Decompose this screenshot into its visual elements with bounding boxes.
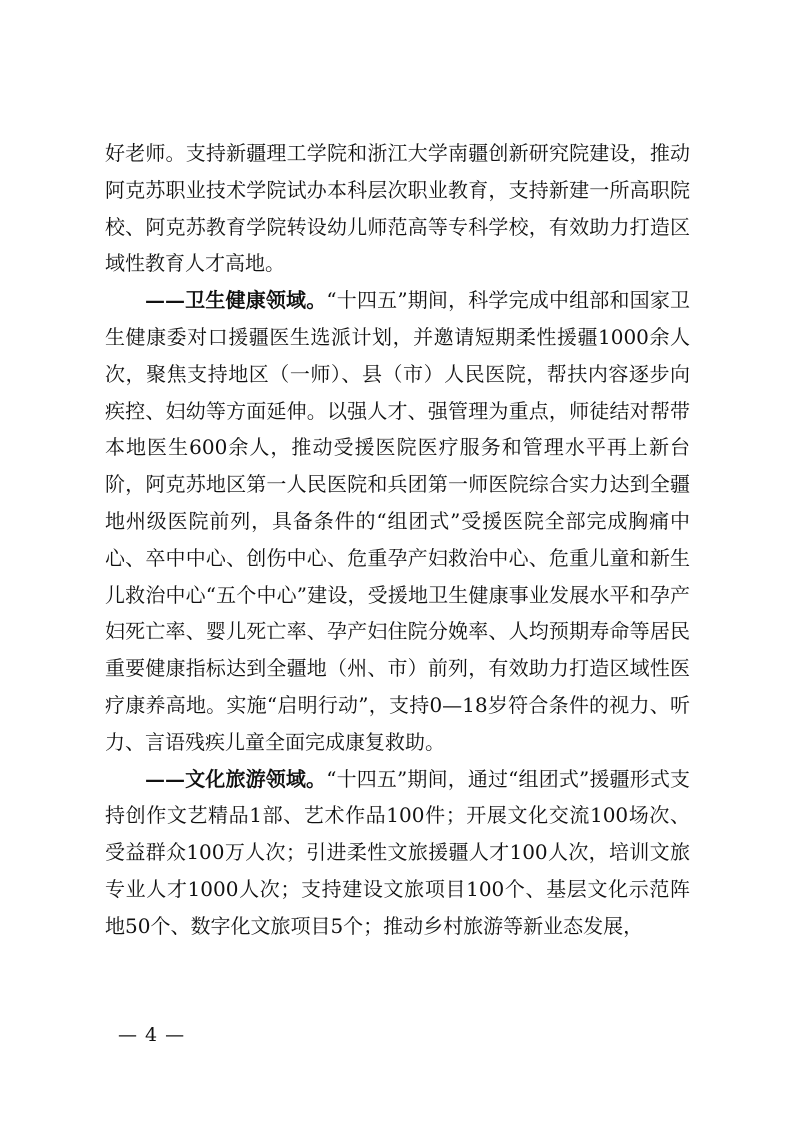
paragraph-culture-tourism bbox=[105, 761, 690, 945]
paragraph-education-tail bbox=[105, 135, 690, 282]
paragraph-culture-tourism-text: “十四五”期间，通过“组团式”援疆形式支持创作文艺精品1部、艺术作品100件；开展文化交流100场次、受益群众100万人次；引进柔性文旅援疆人才100人次，培训文旅专业人才1000人次；支持建设文旅项目100个、基层文化示范阵地50个、数字化文旅项目5个；推动乡村旅游等新业态发展， bbox=[105, 766, 690, 938]
paragraph-health bbox=[105, 282, 690, 760]
section-heading-culture-tourism: ——文化旅游领域。 bbox=[145, 766, 327, 791]
paragraph-health-text: “十四五”期间，科学完成中组部和国家卫生健康委对口援疆医生选派计划，并邀请短期柔性援疆1000余人次，聚焦支持地区（一师）、县（市）人民医院，帮扶内容逐步向疾控、妇幼等方面延伸。以强人才、强管理为重点，师徒结对帮带本地医生600余人，推动受援医院医疗服务和管理水平再上新台阶，阿克苏地区第一人民医院和兵团第一师医院综合实力达到全疆地州级医院前列，具备条件的“组团式”受援医院全部完成胸痛中心、卒中中心、创伤中心、危重孕产妇救治中心、危重儿童和新生儿救治中心“五个中心”建设，受援地卫生健康事业发展水平和孕产妇死亡率、婴儿死亡率、孕产妇住院分娩率、人均预期寿命等居民重要健康指标达到全疆地（州、市）前列，有效助力打造区域性医疗康养高地。实施“启明行动”，支持0—18岁符合条件的视力、听力、言语残疾儿童全面完成康复救助。 bbox=[105, 288, 691, 754]
paragraph-education-tail-text: 好老师。支持新疆理工学院和浙江大学南疆创新研究院建设，推动阿克苏职业技术学院试办本科层次职业教育，支持新建一所高职院校、阿克苏教育学院转设幼儿师范高等专科学校，有效助力打造区域性教育人才高地。 bbox=[105, 141, 690, 276]
document-body bbox=[105, 135, 690, 945]
page-number: — 4 — bbox=[118, 1024, 186, 1046]
section-heading-health: ——卫生健康领域。 bbox=[145, 288, 327, 313]
